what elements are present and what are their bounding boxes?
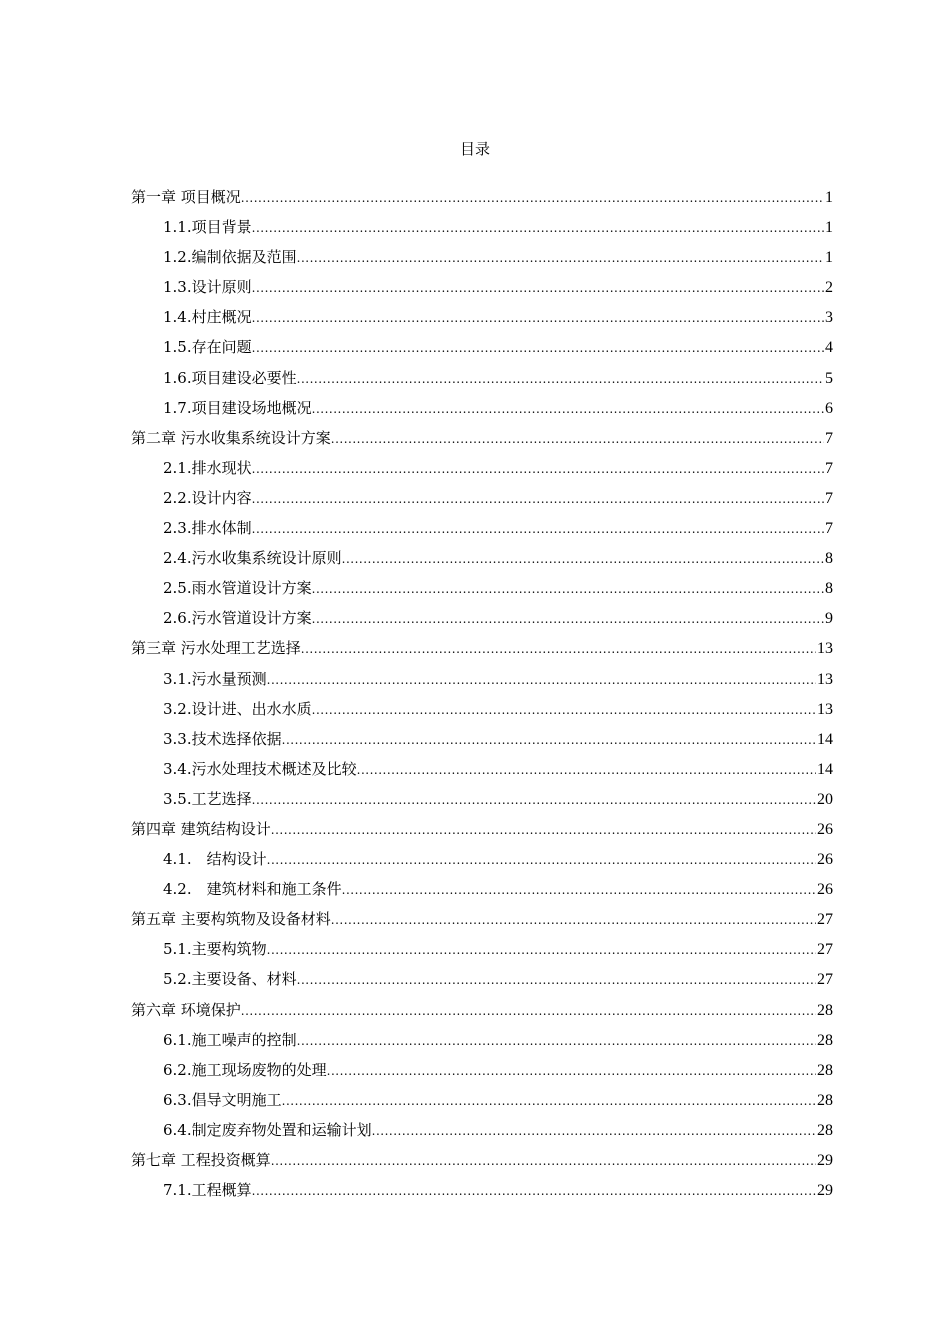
toc-dot-leader	[252, 332, 824, 363]
toc-entry-title: 6.2.施工现场废物的处理	[163, 1060, 327, 1079]
toc-chapter-entry[interactable]	[131, 633, 833, 663]
toc-section-entry[interactable]	[131, 964, 833, 994]
toc-entry-title: 6.4.制定废弃物处置和运输计划	[163, 1120, 372, 1139]
toc-entry-title: 6.3.倡导文明施工	[163, 1090, 282, 1109]
toc-entry-title: 5.1.主要构筑物	[163, 940, 267, 959]
toc-dot-leader	[252, 453, 824, 484]
toc-entry-title: 1.3.设计原则	[163, 278, 252, 297]
toc-chapter-entry[interactable]	[131, 182, 833, 212]
toc-section-entry[interactable]	[131, 272, 833, 302]
toc-section-entry[interactable]	[131, 724, 833, 754]
toc-page-number: 28	[817, 1061, 833, 1079]
toc-section-entry[interactable]	[131, 332, 833, 362]
toc-title: 目录	[459, 140, 490, 158]
toc-entry-title: 2.1.排水现状	[163, 458, 252, 477]
toc-dot-leader	[301, 633, 816, 664]
toc-chapter-entry[interactable]	[131, 423, 833, 453]
toc-section-entry[interactable]	[131, 603, 833, 633]
toc-page-number: 29	[817, 1152, 833, 1169]
toc-entry-title: 3.2.设计进、出水水质	[163, 699, 312, 718]
toc-dot-leader	[282, 1085, 816, 1116]
toc-page-number: 1	[825, 249, 833, 267]
toc-page-number: 28	[817, 1091, 833, 1109]
toc-entry-title: 5.2.主要设备、材料	[163, 970, 297, 989]
toc-section-entry[interactable]	[131, 573, 833, 603]
toc-dot-leader	[297, 964, 816, 995]
toc-dot-leader	[271, 814, 816, 845]
toc-section-entry[interactable]	[131, 212, 833, 242]
toc-page-number: 28	[817, 1001, 833, 1019]
toc-page-number: 4	[825, 339, 833, 357]
toc-page-number: 28	[817, 1121, 833, 1139]
toc-entry-title: 第一章 项目概况	[131, 188, 241, 206]
toc-page-number: 27	[817, 971, 833, 989]
toc-page-number: 14	[817, 730, 833, 748]
toc-dot-leader	[357, 754, 816, 785]
toc-section-entry[interactable]	[131, 363, 833, 393]
toc-section-entry[interactable]	[131, 844, 833, 874]
toc-entry-title: 1.1.项目背景	[163, 218, 252, 237]
toc-section-entry[interactable]	[131, 934, 833, 964]
toc-page-number: 1	[825, 219, 833, 237]
toc-page-number: 13	[817, 700, 833, 718]
toc-dot-leader	[271, 1145, 816, 1176]
toc-dot-leader	[252, 212, 824, 243]
toc-entry-title: 3.1.污水量预测	[163, 669, 267, 688]
toc-section-entry[interactable]	[131, 784, 833, 814]
toc-dot-leader	[267, 664, 816, 695]
toc-dot-leader	[327, 1055, 816, 1086]
toc-section-entry[interactable]	[131, 1175, 833, 1205]
toc-page-number: 7	[825, 429, 833, 447]
toc-dot-leader	[267, 934, 816, 965]
toc-dot-leader	[312, 573, 824, 604]
toc-dot-leader	[342, 543, 824, 574]
toc-page-number: 7	[825, 520, 833, 538]
toc-page-number: 28	[817, 1031, 833, 1049]
toc-entry-title: 2.2.设计内容	[163, 488, 252, 507]
toc-entry-title: 2.3.排水体制	[163, 519, 252, 538]
toc-chapter-entry[interactable]	[131, 814, 833, 844]
toc-section-entry[interactable]	[131, 483, 833, 513]
toc-entry-title: 第二章 污水收集系统设计方案	[131, 428, 331, 447]
toc-page-number: 8	[825, 580, 833, 598]
toc-dot-leader	[297, 1025, 816, 1056]
toc-dot-leader	[312, 603, 824, 634]
toc-entry-title: 第四章 建筑结构设计	[131, 819, 271, 838]
toc-section-entry[interactable]	[131, 242, 833, 272]
toc-page-number: 3	[825, 309, 833, 327]
toc-page-number: 13	[817, 640, 833, 658]
toc-dot-leader	[252, 302, 824, 333]
toc-dot-leader	[241, 182, 824, 213]
toc-entry-title: 3.3.技术选择依据	[163, 729, 282, 748]
toc-entry-title: 第三章 污水处理工艺选择	[131, 639, 301, 658]
toc-entry-title: 1.4.村庄概况	[163, 308, 252, 327]
toc-dot-leader	[252, 784, 816, 815]
toc-entry-title: 第五章 主要构筑物及设备材料	[131, 910, 331, 929]
toc-entry-title: 3.5.工艺选择	[163, 789, 252, 808]
toc-dot-leader	[252, 272, 824, 303]
toc-dot-leader	[297, 363, 824, 394]
toc-dot-leader	[282, 724, 816, 755]
toc-dot-leader	[372, 1115, 816, 1146]
toc-page-number: 8	[825, 550, 833, 568]
toc-page-number: 5	[825, 369, 833, 387]
toc-dot-leader	[252, 483, 824, 514]
toc-page-number: 26	[817, 881, 833, 899]
toc-entry-title: 1.5.存在问题	[163, 338, 252, 357]
toc-page-number: 7	[825, 489, 833, 507]
toc-section-entry[interactable]	[131, 754, 833, 784]
toc-dot-leader	[252, 1175, 816, 1206]
toc-page-number: 9	[825, 610, 833, 628]
toc-section-entry[interactable]	[131, 664, 833, 694]
toc-dot-leader	[331, 904, 816, 935]
toc-dot-leader	[312, 694, 816, 725]
toc-page-number: 27	[817, 911, 833, 929]
toc-entry-title: 第六章 环境保护	[131, 1000, 241, 1019]
toc-section-entry[interactable]	[131, 453, 833, 483]
toc-dot-leader	[267, 844, 816, 875]
toc-chapter-entry[interactable]	[131, 995, 833, 1025]
toc-entry-title: 3.4.污水处理技术概述及比较	[163, 759, 357, 778]
toc-page-number: 1	[825, 189, 833, 206]
toc-dot-leader	[241, 995, 816, 1026]
toc-page-number: 14	[817, 760, 833, 778]
toc-entry-title: 1.7.项目建设场地概况	[163, 398, 312, 417]
toc-dot-leader	[331, 423, 824, 454]
toc-page-number: 27	[817, 941, 833, 959]
toc-section-entry[interactable]	[131, 302, 833, 332]
toc-entry-title: 1.6.项目建设必要性	[163, 368, 297, 387]
toc-page-number: 6	[825, 399, 833, 417]
toc-entry-title: 6.1.施工噪声的控制	[163, 1030, 297, 1049]
toc-entry-title: 1.2.编制依据及范围	[163, 248, 297, 267]
toc-dot-leader	[297, 242, 824, 273]
toc-section-entry[interactable]	[131, 874, 833, 904]
toc-entry-title: 第七章 工程投资概算	[131, 1151, 271, 1169]
toc-chapter-entry[interactable]	[131, 904, 833, 934]
toc-section-entry[interactable]	[131, 1025, 833, 1055]
toc-entry-title: 7.1.工程概算	[163, 1181, 252, 1200]
toc-chapter-entry[interactable]	[131, 1145, 833, 1175]
table-of-contents	[131, 182, 833, 1205]
toc-section-entry[interactable]	[131, 543, 833, 573]
toc-section-entry[interactable]	[131, 1055, 833, 1085]
toc-section-entry[interactable]	[131, 393, 833, 423]
toc-entry-title: 2.4.污水收集系统设计原则	[163, 549, 342, 568]
toc-page-number: 20	[817, 790, 833, 808]
toc-page-number: 2	[825, 279, 833, 297]
toc-entry-title: 2.5.雨水管道设计方案	[163, 579, 312, 598]
toc-dot-leader	[312, 393, 824, 424]
toc-entry-title: 2.6.污水管道设计方案	[163, 609, 312, 628]
toc-page-number: 26	[817, 851, 833, 869]
toc-dot-leader	[342, 874, 816, 905]
toc-entry-title: 4.2. 建筑材料和施工条件	[163, 880, 342, 899]
toc-page-number: 29	[817, 1182, 833, 1200]
toc-page-number: 13	[817, 670, 833, 688]
toc-section-entry[interactable]	[131, 513, 833, 543]
toc-section-entry[interactable]	[131, 1085, 833, 1115]
toc-page-number: 7	[825, 459, 833, 477]
toc-dot-leader	[252, 513, 824, 544]
toc-entry-title: 4.1. 结构设计	[163, 850, 267, 869]
toc-section-entry[interactable]	[131, 694, 833, 724]
toc-section-entry[interactable]	[131, 1115, 833, 1145]
toc-page-number: 26	[817, 820, 833, 838]
